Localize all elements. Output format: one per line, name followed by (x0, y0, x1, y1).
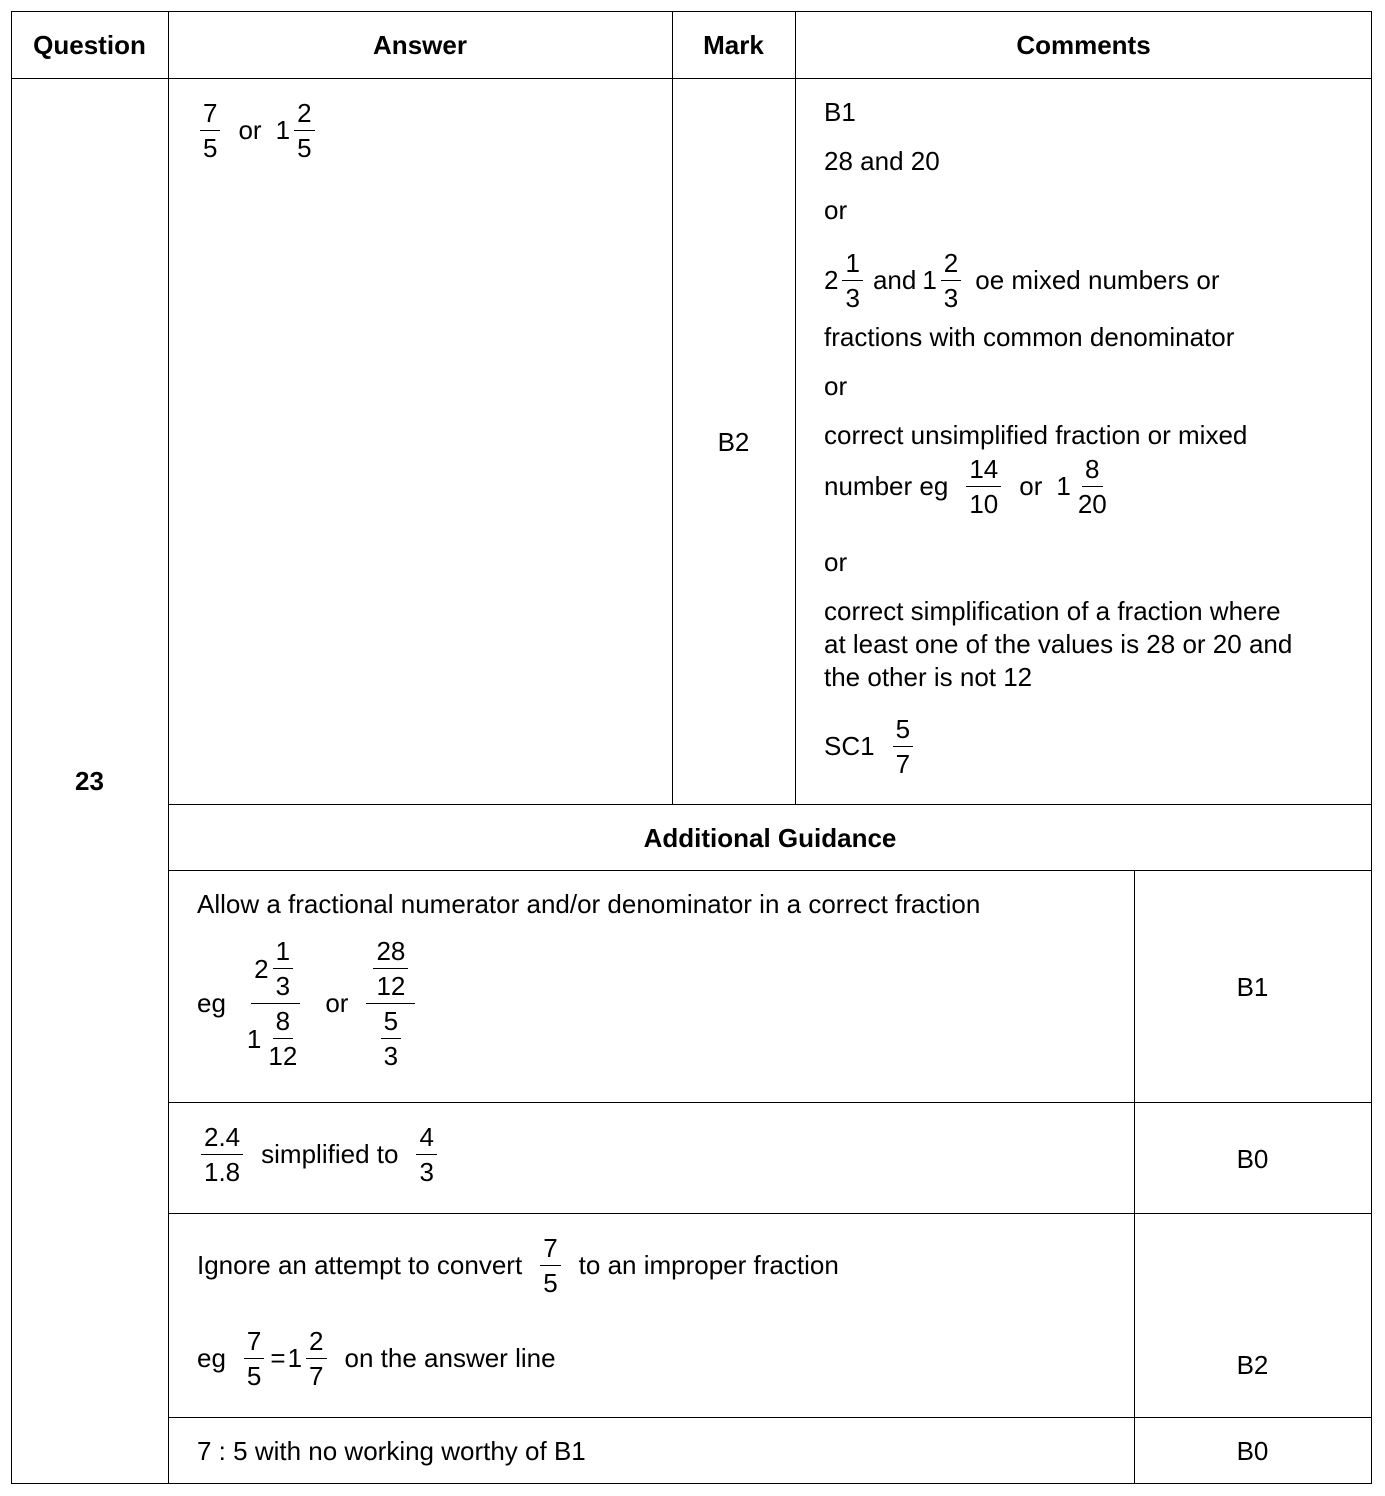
mark-value: B2 (717, 427, 750, 457)
comment-or1: or (824, 195, 848, 225)
header-mark: Mark (703, 30, 764, 60)
answer-value: $\frac{7}{5}$ or 1 $\frac{2}{5}$ (196, 100, 319, 161)
header-answer: Answer (373, 30, 467, 60)
guidance-row2: $\frac{2.4}{1.8}$ simplified to $\frac{4}{3}$ (197, 1124, 441, 1185)
complex-fraction-a: 2 $\frac{1}{3}$ 1 $\frac{8}{12}$ (244, 938, 307, 1069)
guidance-row1-mark: B1 (1236, 972, 1269, 1002)
question-number: 23 (75, 766, 104, 796)
header-comments: Comments (1016, 30, 1151, 60)
rule-guidance-title-bottom (168, 870, 1372, 871)
comment-b1: B1 (824, 97, 856, 127)
rule-header-bottom (11, 78, 1372, 79)
comment-sc1: SC1 $\frac{5}{7}$ (824, 716, 917, 777)
rule-bottom (11, 1483, 1372, 1484)
rule-guidance-row2-bottom (168, 1213, 1372, 1214)
guidance-row3-mark: B2 (1236, 1350, 1269, 1380)
guidance-row4-text: 7 : 5 with no working worthy of B1 (197, 1436, 586, 1466)
guidance-row4-mark: B0 (1236, 1436, 1269, 1466)
rule-guidance-mark-col (1134, 870, 1135, 1484)
guidance-row1-text: Allow a fractional numerator and/or denominator in a correct fraction (197, 889, 981, 919)
comment-fractions-line: fractions with common denominator (824, 322, 1235, 352)
header-question: Question (33, 30, 146, 60)
comment-number-eg: number eg $\frac{14}{10}$ or 1 $\frac{8}{20}$ (824, 454, 1107, 519)
rule-top (11, 11, 1372, 12)
rule-main-bottom (168, 804, 1372, 805)
comment-unsimplified: correct unsimplified fraction or mixed (824, 420, 1248, 450)
comment-line1: 28 and 20 (824, 146, 940, 176)
comment-simplification-1: correct simplification of a fraction where (824, 596, 1281, 626)
guidance-row2-mark: B0 (1236, 1144, 1269, 1174)
guidance-row3-line2: eg $\frac{7}{5}$ = 1 $\frac{2}{7}$ on the answer line (197, 1326, 556, 1391)
comment-mixed-numbers: 2 $\frac{1}{3}$ and 1 $\frac{2}{3}$ oe mixed numbers or (824, 248, 1220, 313)
comment-simplification-3: the other is not 12 (824, 662, 1033, 692)
comment-or2: or (824, 371, 848, 401)
guidance-row3-line1: Ignore an attempt to convert $\frac{7}{5}$ to an improper fraction (197, 1233, 839, 1298)
complex-fraction-b: $\frac{\frac{28}{12}}{\frac{5}{3}}$ (366, 938, 415, 1069)
rule-right (1371, 11, 1372, 1484)
rule-answer-col (672, 11, 673, 805)
rule-guidance-row1-bottom (168, 1102, 1372, 1103)
answer-fraction: $\frac{7}{5}$ (200, 100, 220, 161)
guidance-title: Additional Guidance (643, 823, 897, 853)
rule-mark-col (795, 11, 796, 805)
guidance-row1-example: eg 2 $\frac{1}{3}$ 1 $\frac{8}{12}$ or $\frac{\frac{28}{12}}{\frac{5}{3}}$ (197, 938, 419, 1069)
rule-left (11, 11, 12, 1484)
comment-simplification-2: at least one of the values is 28 or 20 and (824, 629, 1293, 659)
answer-mixed-number: 1 $\frac{2}{5}$ (276, 100, 319, 161)
comment-or4: or (824, 547, 848, 577)
rule-guidance-row3-bottom (168, 1417, 1372, 1418)
rule-question-col (168, 11, 169, 1484)
